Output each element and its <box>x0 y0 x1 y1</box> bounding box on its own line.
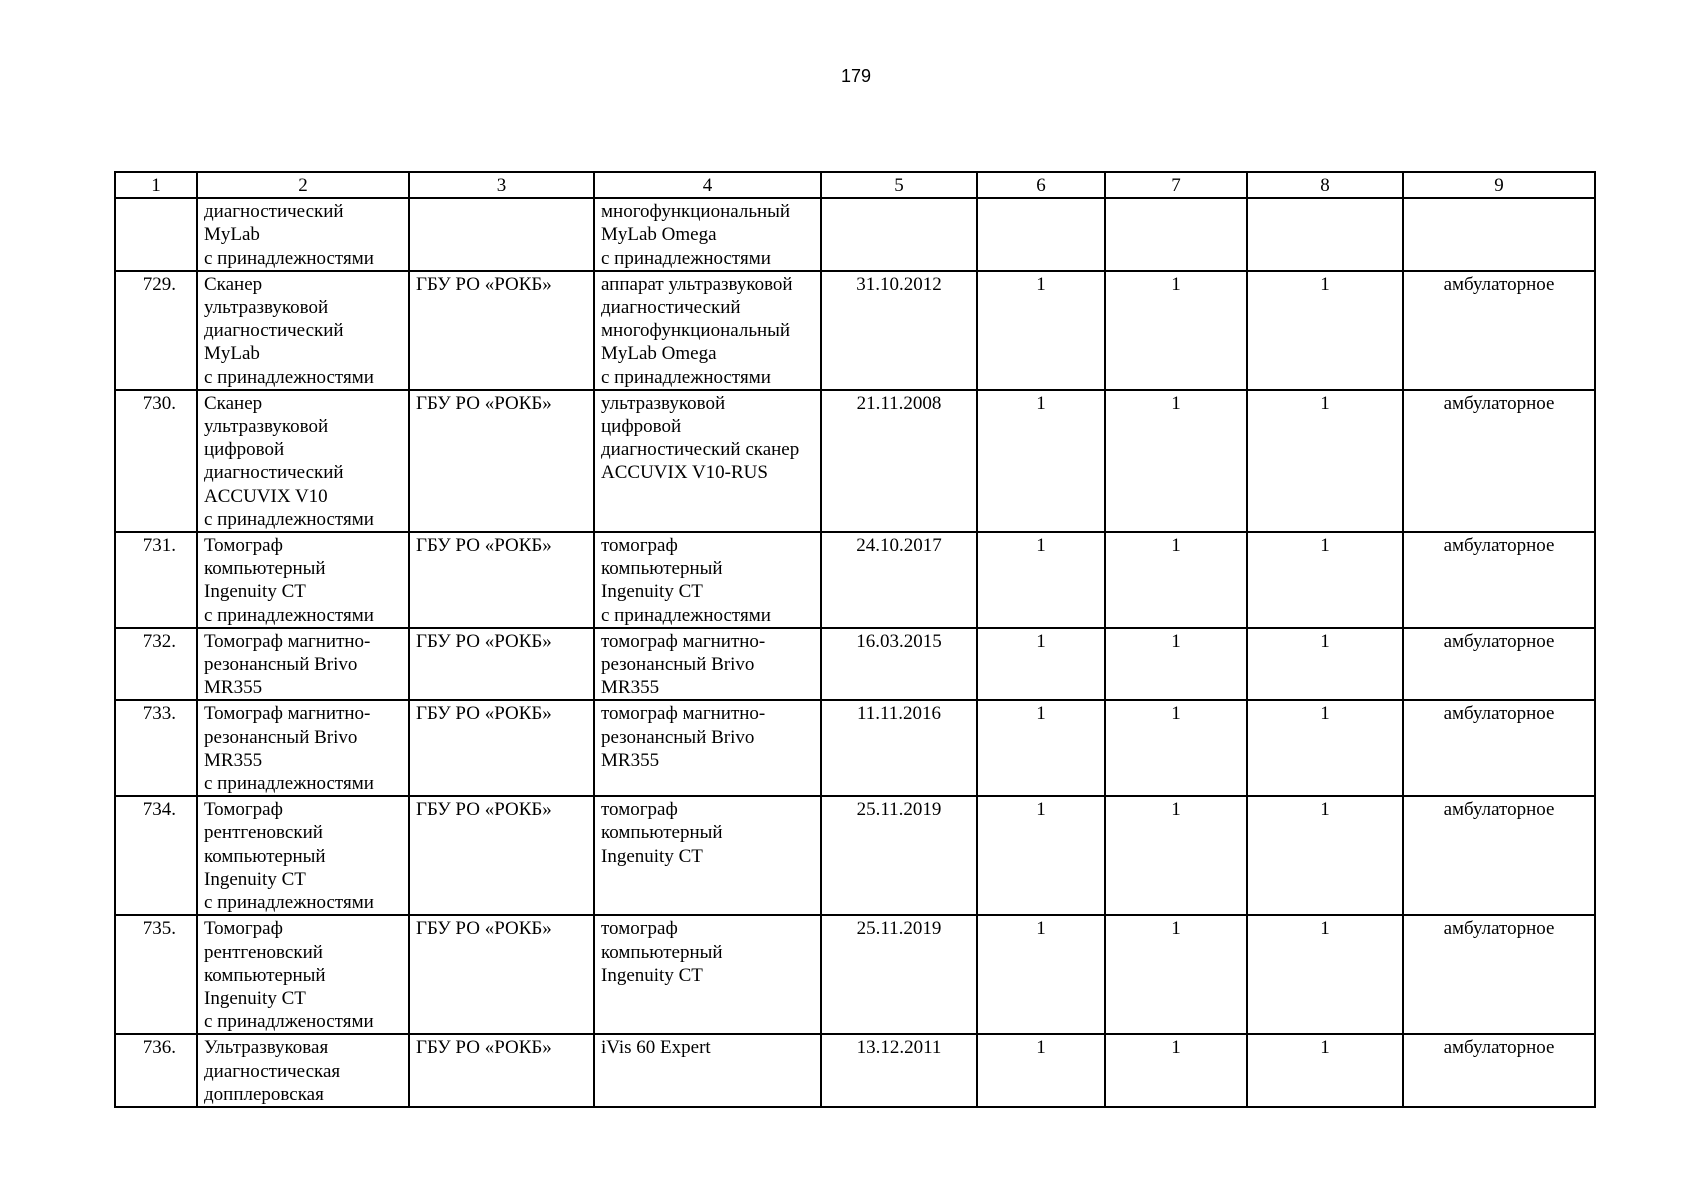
commission-date: 25.11.2019 <box>821 796 977 915</box>
equipment-name-line: Сканер <box>204 273 263 295</box>
table-body <box>115 172 1595 1107</box>
equipment-model-line: аппарат ультразвуковой <box>601 273 793 295</box>
equipment-model-line: компьютерный <box>601 941 723 963</box>
column-number: 6 <box>977 172 1105 198</box>
row-number: 734. <box>115 796 197 915</box>
equipment-name <box>197 700 409 796</box>
column-7-value: 1 <box>1105 700 1247 796</box>
equipment-name-line: Томограф <box>204 535 283 557</box>
equipment-name-line: MR355 <box>204 749 263 771</box>
equipment-model-line: с принадлежностями <box>601 247 771 269</box>
column-number: 8 <box>1247 172 1403 198</box>
equipment-table <box>114 171 1596 1108</box>
equipment-model-line: с принадлежностями <box>601 366 771 388</box>
equipment-name-line: Томограф <box>204 799 283 821</box>
equipment-model-line: iVis 60 Expert <box>601 1037 711 1059</box>
column-6-value: 1 <box>977 796 1105 915</box>
commission-date: 11.11.2016 <box>821 700 977 796</box>
equipment-name-line: рентгеновский <box>204 941 323 963</box>
equipment-name-line: MyLab <box>204 224 260 246</box>
row-number: 729. <box>115 271 197 390</box>
equipment-name <box>197 198 409 271</box>
equipment-model <box>594 915 821 1034</box>
equipment-name-line: компьютерный <box>204 558 326 580</box>
equipment-name-line: Ingenuity CT <box>204 581 306 603</box>
column-6-value: 1 <box>977 915 1105 1034</box>
column-6-value: 1 <box>977 271 1105 390</box>
equipment-model-line: MyLab Omega <box>601 224 717 246</box>
column-6-value: 1 <box>977 628 1105 701</box>
table-row <box>115 532 1595 628</box>
equipment-name <box>197 628 409 701</box>
equipment-model-line: резонансный Brivo <box>601 726 755 748</box>
equipment-model-line: томограф <box>601 799 678 821</box>
organization: ГБУ РО «РОКБ» <box>409 628 594 701</box>
row-number: 730. <box>115 390 197 532</box>
equipment-model <box>594 532 821 628</box>
equipment-name-line: MyLab <box>204 343 260 365</box>
column-7-value: 1 <box>1105 915 1247 1034</box>
column-8-value: 1 <box>1247 700 1403 796</box>
equipment-name-line: цифровой <box>204 439 285 461</box>
equipment-name-line: с принадлежностями <box>204 247 374 269</box>
commission-date: 21.11.2008 <box>821 390 977 532</box>
table-row <box>115 1034 1595 1107</box>
column-8-value: 1 <box>1247 628 1403 701</box>
column-number: 2 <box>197 172 409 198</box>
equipment-model <box>594 796 821 915</box>
equipment-name-line: допплеровская <box>204 1083 324 1105</box>
column-6-value: 1 <box>977 532 1105 628</box>
organization: ГБУ РО «РОКБ» <box>409 1034 594 1107</box>
equipment-name <box>197 271 409 390</box>
equipment-model-line: ультразвуковой <box>601 392 726 414</box>
equipment-name-line: с принадлежностями <box>204 508 374 530</box>
equipment-name-line: с принадлженостями <box>204 1011 374 1033</box>
equipment-model <box>594 198 821 271</box>
equipment-name-line: диагностический <box>204 201 344 223</box>
equipment-model-line: резонансный Brivo <box>601 654 755 676</box>
column-number: 1 <box>115 172 197 198</box>
care-type: амбулаторное <box>1403 1034 1595 1107</box>
organization: ГБУ РО «РОКБ» <box>409 271 594 390</box>
column-number: 4 <box>594 172 821 198</box>
equipment-name-line: с принадлежностями <box>204 892 374 914</box>
equipment-name-line: Томограф магнитно- <box>204 630 371 652</box>
equipment-name-line: диагностический <box>204 320 344 342</box>
equipment-name-line: компьютерный <box>204 845 326 867</box>
equipment-model-line: томограф магнитно- <box>601 703 766 725</box>
equipment-model-line: MyLab Omega <box>601 343 717 365</box>
equipment-model-line: MR355 <box>601 749 660 771</box>
column-number: 9 <box>1403 172 1595 198</box>
column-7-value: 1 <box>1105 532 1247 628</box>
column-8-value: 1 <box>1247 390 1403 532</box>
column-8-value: 1 <box>1247 532 1403 628</box>
column-7-value: 1 <box>1105 1034 1247 1107</box>
column-6-value: 1 <box>977 1034 1105 1107</box>
equipment-name <box>197 796 409 915</box>
organization <box>409 198 594 271</box>
equipment-name-line: Томограф <box>204 918 283 940</box>
page-number: 179 <box>840 66 872 86</box>
care-type: амбулаторное <box>1403 532 1595 628</box>
commission-date: 25.11.2019 <box>821 915 977 1034</box>
equipment-name-line: диагностический <box>204 462 344 484</box>
column-6-value: 1 <box>977 390 1105 532</box>
equipment-model <box>594 628 821 701</box>
column-7-value: 1 <box>1105 628 1247 701</box>
equipment-name-line: компьютерный <box>204 964 326 986</box>
column-8-value: 1 <box>1247 1034 1403 1107</box>
column-number-row <box>115 172 1595 198</box>
equipment-name-line: ACCUVIX V10 <box>204 485 328 507</box>
equipment-name <box>197 915 409 1034</box>
organization: ГБУ РО «РОКБ» <box>409 532 594 628</box>
equipment-name-line: Ingenuity CT <box>204 987 306 1009</box>
equipment-model-line: Ingenuity CT <box>601 964 703 986</box>
equipment-model-line: томограф <box>601 535 678 557</box>
equipment-model <box>594 1034 821 1107</box>
equipment-model-line: Ingenuity CT <box>601 845 703 867</box>
column-7-value: 1 <box>1105 271 1247 390</box>
equipment-model-line: многофункциональный <box>601 320 791 342</box>
equipment-name-line: резонансный Brivo <box>204 654 358 676</box>
equipment-name <box>197 1034 409 1107</box>
care-type: амбулаторное <box>1403 271 1595 390</box>
row-number: 731. <box>115 532 197 628</box>
care-type: амбулаторное <box>1403 390 1595 532</box>
organization: ГБУ РО «РОКБ» <box>409 796 594 915</box>
equipment-name-line: ультразвуковой <box>204 416 329 438</box>
column-number: 7 <box>1105 172 1247 198</box>
column-7-value: 1 <box>1105 796 1247 915</box>
equipment-model-line: томограф <box>601 918 678 940</box>
equipment-name-line: рентгеновский <box>204 822 323 844</box>
equipment-name-line: MR355 <box>204 677 263 699</box>
row-number: 733. <box>115 700 197 796</box>
equipment-name-line: резонансный Brivo <box>204 726 358 748</box>
row-number <box>115 198 197 271</box>
equipment-name <box>197 532 409 628</box>
column-7-value: 1 <box>1105 390 1247 532</box>
table-row <box>115 915 1595 1034</box>
equipment-model-line: многофункциональный <box>601 201 791 223</box>
equipment-name-line: Ingenuity CT <box>204 868 306 890</box>
column-8-value <box>1247 198 1403 271</box>
column-number: 5 <box>821 172 977 198</box>
table-row <box>115 700 1595 796</box>
row-number: 736. <box>115 1034 197 1107</box>
column-8-value: 1 <box>1247 271 1403 390</box>
column-7-value <box>1105 198 1247 271</box>
commission-date: 16.03.2015 <box>821 628 977 701</box>
organization: ГБУ РО «РОКБ» <box>409 390 594 532</box>
equipment-model <box>594 271 821 390</box>
table-row <box>115 796 1595 915</box>
care-type: амбулаторное <box>1403 700 1595 796</box>
table-row <box>115 198 1595 271</box>
equipment-model-line: компьютерный <box>601 822 723 844</box>
row-number: 732. <box>115 628 197 701</box>
organization: ГБУ РО «РОКБ» <box>409 915 594 1034</box>
commission-date: 13.12.2011 <box>821 1034 977 1107</box>
organization: ГБУ РО «РОКБ» <box>409 700 594 796</box>
equipment-name <box>197 390 409 532</box>
table-row <box>115 628 1595 701</box>
equipment-name-line: Томограф магнитно- <box>204 703 371 725</box>
care-type: амбулаторное <box>1403 796 1595 915</box>
equipment-model-line: MR355 <box>601 677 660 699</box>
equipment-model-line: с принадлежностями <box>601 604 771 626</box>
care-type: амбулаторное <box>1403 915 1595 1034</box>
table-row <box>115 390 1595 532</box>
column-6-value: 1 <box>977 700 1105 796</box>
equipment-model-line: диагностический <box>601 297 741 319</box>
care-type: амбулаторное <box>1403 628 1595 701</box>
commission-date <box>821 198 977 271</box>
equipment-name-line: ультразвуковой <box>204 297 329 319</box>
equipment-name-line: Ультразвуковая <box>204 1037 329 1059</box>
equipment-model <box>594 700 821 796</box>
column-8-value: 1 <box>1247 915 1403 1034</box>
equipment-name-line: с принадлежностями <box>204 604 374 626</box>
equipment-model-line: Ingenuity CT <box>601 581 703 603</box>
care-type <box>1403 198 1595 271</box>
column-number: 3 <box>409 172 594 198</box>
table-row <box>115 271 1595 390</box>
equipment-model-line: ACCUVIX V10-RUS <box>601 462 768 484</box>
row-number: 735. <box>115 915 197 1034</box>
equipment-name-line: Сканер <box>204 392 263 414</box>
equipment-model-line: томограф магнитно- <box>601 630 766 652</box>
column-8-value: 1 <box>1247 796 1403 915</box>
equipment-model-line: компьютерный <box>601 558 723 580</box>
equipment-name-line: с принадлежностями <box>204 366 374 388</box>
equipment-model <box>594 390 821 532</box>
commission-date: 24.10.2017 <box>821 532 977 628</box>
equipment-model-line: диагностический сканер <box>601 439 800 461</box>
equipment-name-line: с принадлежностями <box>204 773 374 795</box>
equipment-name-line: диагностическая <box>204 1060 341 1082</box>
commission-date: 31.10.2012 <box>821 271 977 390</box>
equipment-model-line: цифровой <box>601 416 682 438</box>
column-6-value <box>977 198 1105 271</box>
